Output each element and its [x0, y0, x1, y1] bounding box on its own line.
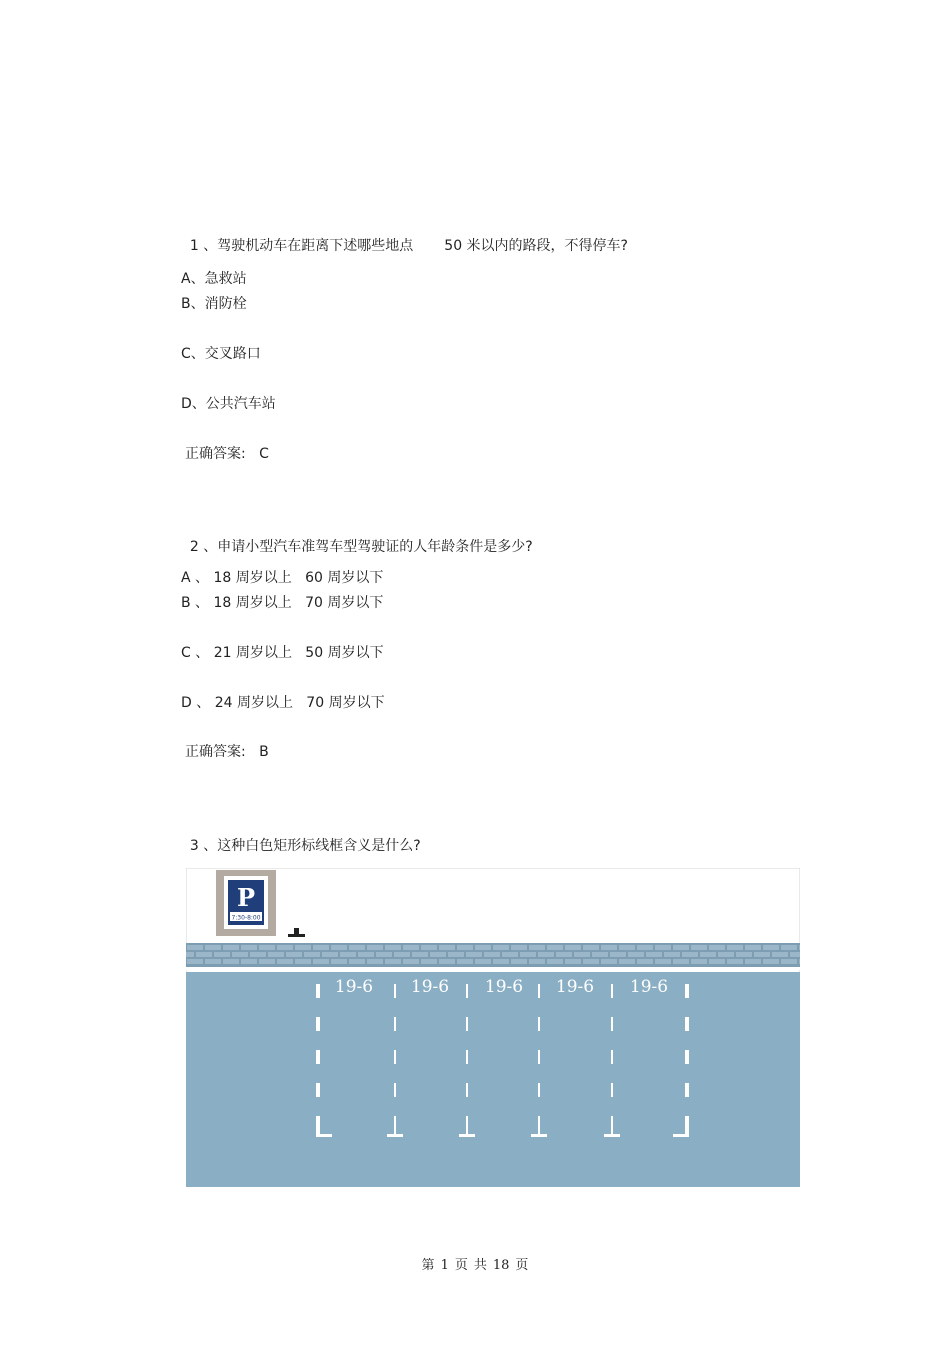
curb-brick	[583, 959, 599, 964]
curb-brick	[205, 959, 221, 964]
curb-brick	[385, 959, 401, 964]
slot-divider-dash	[611, 1017, 613, 1031]
curb-brick	[781, 959, 797, 964]
slot-divider-dash	[466, 984, 468, 998]
curb-brick	[421, 959, 437, 964]
slot-divider-dash	[685, 1017, 689, 1031]
curb-brick	[232, 952, 248, 957]
curb-brick	[655, 959, 671, 964]
slot-end-stem	[685, 1122, 689, 1136]
curb-brick	[358, 952, 374, 957]
curb-brick	[340, 952, 356, 957]
curb-brick	[313, 959, 329, 964]
option-key: C	[181, 346, 191, 362]
question-2-option-d: D 、 24 周岁以上 70 周岁以下	[181, 695, 385, 711]
answer-value: C	[259, 446, 269, 462]
question-1-option-c: C、交叉路口	[181, 346, 261, 362]
question-2-option-b: B 、 18 周岁以上 70 周岁以下	[181, 595, 384, 611]
footer-total-unit: 页	[515, 1258, 529, 1273]
option-text: 24 周岁以上 70 周岁以下	[214, 695, 385, 711]
option-key: A	[181, 271, 191, 287]
footer-page-number: 1	[440, 1258, 449, 1273]
curb-brick	[736, 952, 752, 957]
question-separator: 、	[203, 238, 218, 254]
slot-divider-dash	[394, 1050, 396, 1064]
curb-brick	[214, 952, 230, 957]
curb-brick	[241, 959, 257, 964]
parking-sign-subtext: 7:30-8:00	[231, 914, 261, 922]
option-text: 21 周岁以上 50 周岁以下	[213, 645, 384, 661]
question-1-option-d: D、公共汽车站	[181, 396, 276, 412]
curb-brick	[709, 959, 725, 964]
curb-brick	[592, 952, 608, 957]
parking-sign	[216, 870, 276, 936]
page-footer	[0, 1254, 950, 1273]
curb-brick	[394, 952, 410, 957]
question-1-answer	[185, 445, 269, 463]
question-2-option-a: A 、 18 周岁以上 60 周岁以下	[181, 570, 384, 586]
curb-brick	[331, 959, 347, 964]
curb-brick	[259, 959, 275, 964]
curb-brick	[403, 959, 419, 964]
option-text: 消防栓	[204, 296, 247, 312]
option-key: B	[181, 595, 191, 611]
answer-label: 正确答案:	[185, 744, 246, 760]
question-2-answer	[185, 743, 269, 761]
slot-divider-dash	[316, 1083, 320, 1097]
slot-divider-dash	[316, 984, 320, 998]
curb-brick	[493, 945, 509, 950]
curb-brick	[511, 959, 527, 964]
curb-brick	[709, 945, 725, 950]
curb-brick	[223, 945, 239, 950]
curb-brick	[367, 945, 383, 950]
question-1-option-b: B、消防栓	[181, 296, 247, 312]
curb-brick	[322, 952, 338, 957]
curb-brick	[745, 959, 761, 964]
parking-markings-figure	[186, 868, 800, 1187]
curb-brick	[475, 959, 491, 964]
curb-brick	[637, 959, 653, 964]
slot-divider-dash	[538, 1083, 540, 1097]
slot-divider-dash	[538, 1050, 540, 1064]
question-separator: 、	[203, 539, 218, 555]
curb-brick	[241, 945, 257, 950]
slot-divider-dash	[611, 984, 613, 998]
curb-brick	[448, 952, 464, 957]
curb-brick	[187, 945, 203, 950]
curb-brick	[187, 959, 203, 964]
curb-brick	[196, 952, 212, 957]
footer-page-label: 第	[421, 1258, 435, 1273]
slot-divider-dash	[685, 1083, 689, 1097]
slot-end-stem	[394, 1122, 396, 1136]
option-text: 急救站	[204, 271, 247, 287]
curb-brick	[295, 945, 311, 950]
slot-divider-dash	[538, 984, 540, 998]
option-text: 公共汽车站	[205, 396, 276, 412]
curb-brick	[385, 945, 401, 950]
curb-brick	[268, 952, 284, 957]
slot-divider-dash	[466, 1050, 468, 1064]
curb-brick	[511, 945, 527, 950]
curb-brick	[691, 945, 707, 950]
curb-brick	[538, 952, 554, 957]
curb-brick	[493, 959, 509, 964]
question-separator: 、	[203, 838, 218, 854]
curb-brick	[700, 952, 716, 957]
slot-end-stem	[538, 1122, 540, 1136]
question-3-title	[181, 819, 421, 855]
curb-brick	[457, 959, 473, 964]
slot-divider-dash	[316, 1017, 320, 1031]
curb-brick	[565, 945, 581, 950]
slot-number-label: 19-6	[484, 977, 524, 997]
curb-brick	[412, 952, 428, 957]
slot-divider-dash	[611, 1050, 613, 1064]
footer-page-unit: 页	[454, 1258, 468, 1273]
curb-brick	[430, 952, 446, 957]
slot-end-stem	[466, 1122, 468, 1136]
curb-brick	[205, 945, 221, 950]
curb-brick	[502, 952, 518, 957]
curb-brick	[619, 945, 635, 950]
curb-brick	[421, 945, 437, 950]
slot-number-label: 19-6	[555, 977, 595, 997]
curb-brick	[727, 959, 743, 964]
curb-brick	[718, 952, 734, 957]
slot-divider-dash	[466, 1017, 468, 1031]
curb-brick	[574, 952, 590, 957]
question-2-option-c: C 、 21 周岁以上 50 周岁以下	[181, 645, 384, 661]
curb-brick	[529, 959, 545, 964]
option-key: B	[181, 296, 191, 312]
curb-brick	[547, 959, 563, 964]
question-number: 2	[189, 539, 199, 555]
curb-brick	[403, 945, 419, 950]
curb-brick	[691, 959, 707, 964]
curb-brick	[583, 945, 599, 950]
slot-divider-dash	[685, 984, 689, 998]
slot-divider-dash	[394, 1017, 396, 1031]
option-key: D	[181, 695, 192, 711]
curb-brick	[313, 945, 329, 950]
curb-brick	[475, 945, 491, 950]
road-surface	[186, 972, 800, 1187]
curb-brick	[277, 945, 293, 950]
option-key: A	[181, 570, 191, 586]
slot-number-label: 19-6	[410, 977, 450, 997]
option-key: C	[181, 645, 191, 661]
curb-brick	[745, 945, 761, 950]
curb-brick	[277, 959, 293, 964]
footer-total-number: 18	[492, 1258, 510, 1273]
curb-brick	[304, 952, 320, 957]
curb-brick	[673, 959, 689, 964]
curb-brick	[186, 952, 194, 957]
curb-brick	[556, 952, 572, 957]
curb-brick	[259, 945, 275, 950]
slot-number-label: 19-6	[334, 977, 374, 997]
curb-brick	[376, 952, 392, 957]
question-number: 3	[189, 838, 199, 854]
question-1-title	[181, 219, 628, 255]
slot-divider-dash	[685, 1050, 689, 1064]
curb-brick	[673, 945, 689, 950]
curb-brick	[619, 959, 635, 964]
curb-brick	[790, 952, 800, 957]
curb-brick	[439, 945, 455, 950]
curb-brick	[772, 952, 788, 957]
curb-brick	[664, 952, 680, 957]
question-1-option-a: A、急救站	[181, 271, 247, 287]
question-text: 驾驶机动车在距离下述哪些地点	[217, 238, 414, 254]
answer-label: 正确答案:	[185, 446, 246, 462]
answer-value: B	[259, 744, 269, 760]
option-key: D	[181, 396, 192, 412]
curb-brick	[466, 952, 482, 957]
slot-number-label: 19-6	[629, 977, 669, 997]
curb-brick	[439, 959, 455, 964]
parking-sign-letter: P	[236, 883, 256, 912]
option-text: 18 周岁以上 70 周岁以下	[213, 595, 384, 611]
curb-brick	[763, 959, 779, 964]
curb-brick	[349, 945, 365, 950]
curb-brick	[799, 945, 800, 950]
curb-brick	[565, 959, 581, 964]
curb-brick	[520, 952, 536, 957]
curb-brick	[781, 945, 797, 950]
slot-divider-dash	[316, 1050, 320, 1064]
curb-brick	[286, 952, 302, 957]
curb-brick	[457, 945, 473, 950]
curb-brick	[799, 959, 800, 964]
curb-brick	[646, 952, 662, 957]
curb-brick	[763, 945, 779, 950]
curb-brick	[637, 945, 653, 950]
question-text: 这种白色矩形标线框含义是什么?	[217, 838, 421, 854]
slot-divider-dash	[611, 1083, 613, 1097]
curb-brick	[367, 959, 383, 964]
option-text: 18 周岁以上 60 周岁以下	[213, 570, 384, 586]
curb-brick	[223, 959, 239, 964]
slot-end-stem	[611, 1122, 613, 1136]
curb-brick	[547, 945, 563, 950]
curb-brick	[484, 952, 500, 957]
curb-brick	[601, 959, 617, 964]
slot-end-stem	[316, 1122, 320, 1136]
curb-brick	[529, 945, 545, 950]
question-number: 1	[189, 238, 199, 254]
question-text-tail: 50 米以内的路段，不得停车?	[444, 238, 628, 254]
curb-brick	[754, 952, 770, 957]
question-2-title	[181, 520, 533, 556]
footer-total-label: 共	[473, 1258, 487, 1273]
curb-brick	[250, 952, 266, 957]
slot-divider-dash	[538, 1017, 540, 1031]
curb-brick	[610, 952, 626, 957]
curb-brick	[655, 945, 671, 950]
option-text: 交叉路口	[204, 346, 261, 362]
curb-brick	[295, 959, 311, 964]
curb-brick	[727, 945, 743, 950]
slot-divider-dash	[466, 1083, 468, 1097]
curb-edge-line	[186, 967, 800, 970]
curb-brick	[331, 945, 347, 950]
slot-divider-dash	[394, 1083, 396, 1097]
curb-brick	[682, 952, 698, 957]
curb-brick	[601, 945, 617, 950]
curb-brick	[628, 952, 644, 957]
slot-divider-dash	[394, 984, 396, 998]
question-text: 申请小型汽车准驾车型驾驶证的人年龄条件是多少?	[217, 539, 533, 555]
curb-brick	[349, 959, 365, 964]
